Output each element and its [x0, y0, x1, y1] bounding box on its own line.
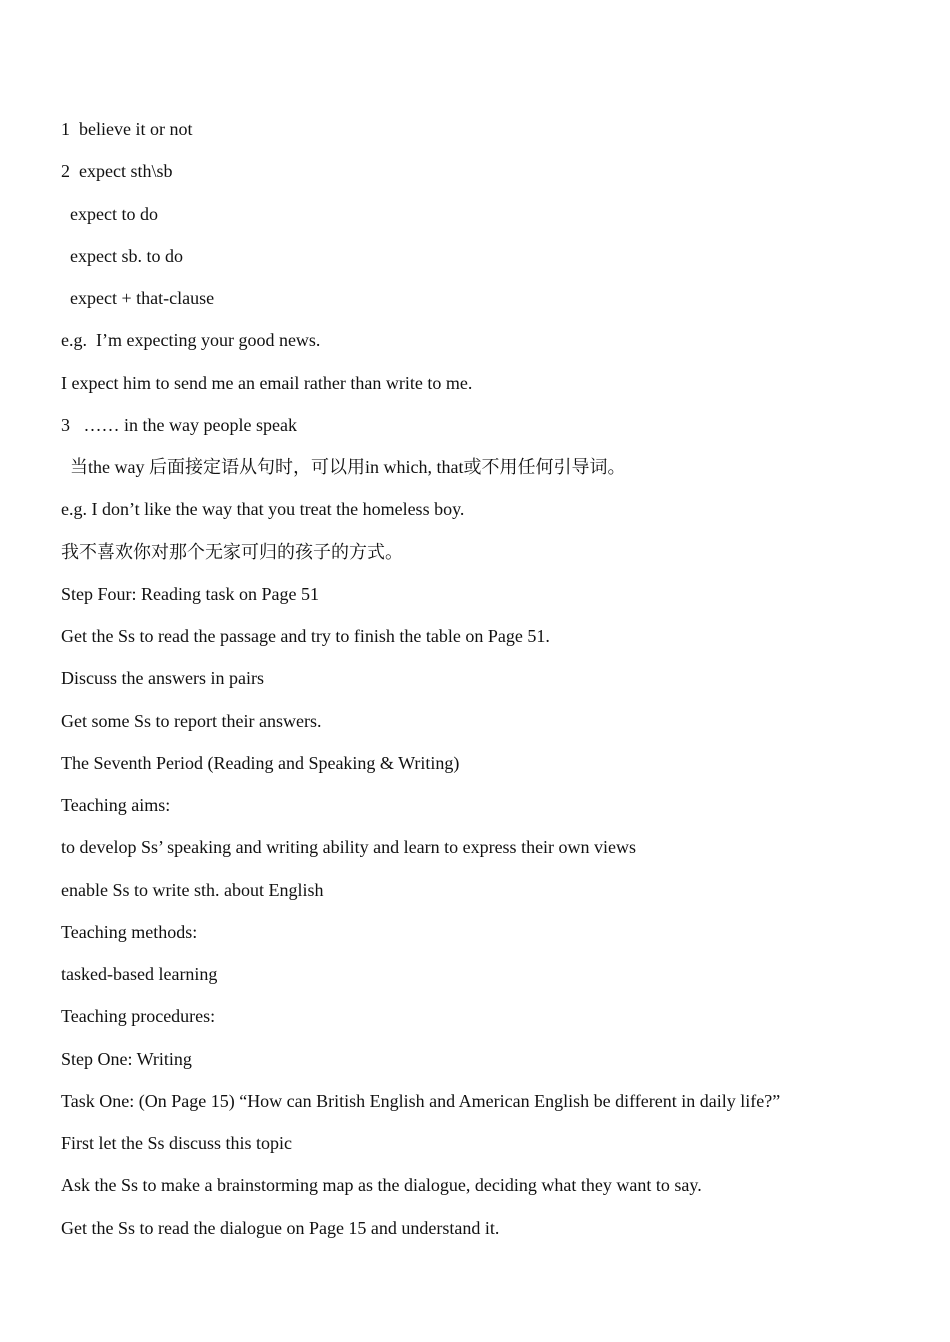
text-line: 3 …… in the way people speak — [61, 414, 297, 435]
text-line: enable Ss to write sth. about English — [61, 879, 324, 900]
text-line: Get some Ss to report their answers. — [61, 710, 322, 731]
text-line: 当the way 后面接定语从句时，可以用in which, that或不用任何引导词。 — [70, 457, 626, 477]
text-line: expect to do — [70, 203, 158, 224]
text-line: Teaching procedures: — [61, 1006, 216, 1027]
text-line: Step Four: Reading task on Page 51 — [61, 583, 319, 604]
text-line: to develop Ss’ speaking and writing ability and learn to express their own views — [61, 837, 637, 858]
text-line: Get the Ss to read the dialogue on Page 15 and understand it. — [61, 1217, 500, 1238]
text-line: 我不喜欢你对那个无家可归的孩子的方式。 — [61, 541, 403, 562]
document-body — [61, 117, 921, 1258]
text-line: expect + that-clause — [70, 288, 215, 308]
text-line: The Seventh Period (Reading and Speaking & Writing) — [61, 752, 460, 773]
text-line: Get the Ss to read the passage and try to finish the table on Page 51. — [61, 626, 550, 646]
text-line: 2 expect sth\sb — [61, 161, 173, 182]
text-line: Task One: (On Page 15) “How can British English and American English be different in daily life?” — [61, 1090, 781, 1111]
text-line: e.g. I’m expecting your good news. — [61, 330, 321, 351]
text-line: expect sb. to do — [70, 245, 183, 266]
text-line: First let the Ss discuss this topic — [61, 1133, 293, 1153]
text-line: Teaching aims: — [61, 795, 171, 815]
text-line: Teaching methods: — [61, 921, 198, 942]
text-line: tasked-based learning — [61, 964, 218, 984]
text-line: Step One: Writing — [61, 1048, 192, 1069]
text-line: I expect him to send me an email rather than write to me. — [61, 372, 473, 393]
text-line: 1 believe it or not — [61, 119, 193, 139]
text-line: Ask the Ss to make a brainstorming map as the dialogue, deciding what they want to say. — [61, 1175, 702, 1196]
text-line: Discuss the answers in pairs — [61, 668, 264, 689]
text-line: e.g. I don’t like the way that you treat the homeless boy. — [61, 499, 465, 520]
